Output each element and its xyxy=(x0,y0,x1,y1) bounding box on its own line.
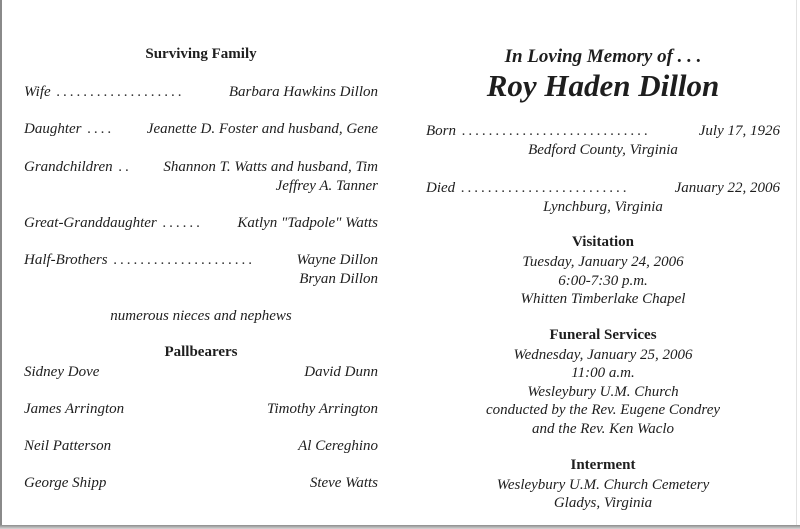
visitation-time: 6:00-7:30 p.m. xyxy=(558,273,648,289)
interment-heading: Interment xyxy=(570,457,636,473)
leader-dots: ................... xyxy=(56,84,185,100)
funeral-time: 11:00 a.m. xyxy=(571,365,635,381)
funeral-location: Wesleybury U.M. Church xyxy=(527,384,679,400)
pallbearer-name: David Dunn xyxy=(304,364,378,380)
family-member-name: Jeanette D. Foster and husband, Gene xyxy=(146,121,378,137)
pallbearer-name: Al Cereghino xyxy=(298,438,378,454)
relation-label: Great-Granddaughter xyxy=(24,215,157,231)
pallbearer-row xyxy=(24,437,378,455)
visitation-location: Whitten Timberlake Chapel xyxy=(520,291,686,307)
family-member-name: Jeffrey A. Tanner xyxy=(275,178,378,194)
relation-label: Half-Brothers xyxy=(24,252,108,268)
family-entry-daughter xyxy=(24,120,378,138)
funeral-date: Wednesday, January 25, 2006 xyxy=(513,347,693,363)
leader-dots: .... xyxy=(87,121,115,137)
interment-location: Wesleybury U.M. Church Cemetery xyxy=(496,477,710,493)
born-label: Born xyxy=(426,123,456,139)
pallbearer-row xyxy=(24,400,378,418)
relation-label: Grandchildren xyxy=(24,159,113,175)
relation-label: Wife xyxy=(24,84,51,100)
pallbearers-heading: Pallbearers xyxy=(164,344,238,360)
relation-label: Daughter xyxy=(24,121,82,137)
leader-dots: ............................ xyxy=(462,123,651,139)
pallbearer-row xyxy=(24,363,378,381)
born-line xyxy=(426,122,780,140)
pallbearer-name: James Arrington xyxy=(24,401,125,417)
family-member-name: Wayne Dillon xyxy=(296,252,378,268)
pallbearer-name: Neil Patterson xyxy=(24,438,112,454)
death-date: January 22, 2006 xyxy=(674,180,780,196)
interment-city: Gladys, Virginia xyxy=(553,495,653,511)
pallbearer-name: Steve Watts xyxy=(309,475,378,491)
pallbearer-name: Timothy Arrington xyxy=(267,401,378,417)
family-entry-grandchildren xyxy=(24,158,378,176)
officiant-line-2: and the Rev. Ken Waclo xyxy=(531,421,675,437)
memorial-intro: In Loving Memory of . . . xyxy=(504,46,702,67)
family-entry-wife xyxy=(24,83,378,101)
leader-dots: ..................... xyxy=(113,252,256,268)
leader-dots: ...... xyxy=(162,215,204,231)
pallbearer-name: Sidney Dove xyxy=(24,364,100,380)
died-label: Died xyxy=(426,180,456,196)
pallbearer-row xyxy=(24,474,378,492)
family-member-name: Shannon T. Watts and husband, Tim xyxy=(163,159,378,175)
birth-date: July 17, 1926 xyxy=(698,123,780,139)
surviving-family-heading: Surviving Family xyxy=(145,46,257,62)
died-line xyxy=(426,179,780,197)
leader-dots: ......................... xyxy=(461,180,630,196)
pallbearer-name: George Shipp xyxy=(24,475,107,491)
family-member-name: Katlyn "Tadpole" Watts xyxy=(237,215,378,231)
family-entry-half-brothers xyxy=(24,251,378,269)
family-member-name: Bryan Dillon xyxy=(299,271,378,287)
leader-dots: .. xyxy=(118,159,133,175)
funeral-services-heading: Funeral Services xyxy=(549,327,657,343)
nieces-nephews-note: numerous nieces and nephews xyxy=(110,308,292,324)
visitation-date: Tuesday, January 24, 2006 xyxy=(522,254,684,270)
deceased-name: Roy Haden Dillon xyxy=(486,68,720,103)
family-entry-great-granddaughter xyxy=(24,214,378,232)
officiant-line-1: conducted by the Rev. Eugene Condrey xyxy=(485,402,721,418)
visitation-heading: Visitation xyxy=(572,234,634,250)
family-member-name: Barbara Hawkins Dillon xyxy=(228,84,378,100)
death-place: Lynchburg, Virginia xyxy=(543,199,663,215)
card-edge-shadow xyxy=(0,525,800,529)
birth-place: Bedford County, Virginia xyxy=(528,142,678,158)
